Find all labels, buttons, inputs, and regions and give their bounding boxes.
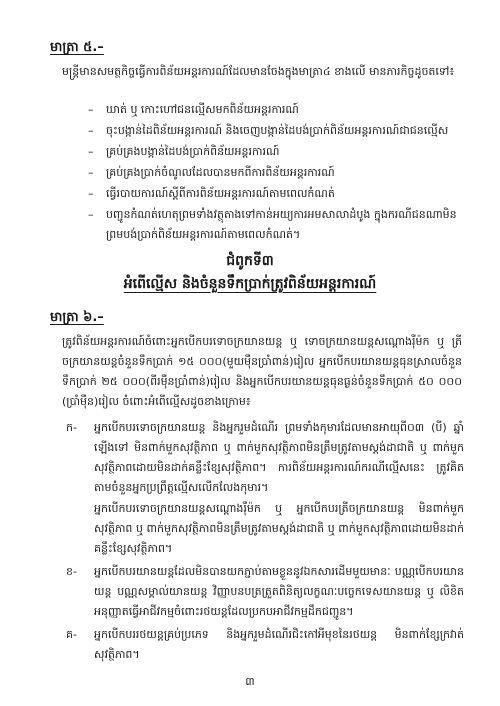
list-item: – គ្រប់គ្រងប្រាក់ចំណូលដែលបានមកពីការពិន័យអន្តរការណ៍ [84, 163, 464, 183]
page-number: ៣ [245, 675, 255, 688]
list-item: – ធ្វើរបាយការណ៍ស្តីពីការពិន័យអន្តរការណ៍តាមពេលកំណត់ [84, 184, 464, 204]
article-6-offence-list [62, 418, 464, 668]
item-letter: ក- [66, 421, 77, 434]
article-5-duties-list [84, 100, 464, 246]
offence-item-ka [62, 418, 464, 560]
list-item: – បញ្ជូនកំណត់ហេតុព្រមទាំងវត្ថុតាងទៅកាន់អយ្យការអមសាលាដំបូង ក្នុងករណីជនណាមិនព្រមបង់ប្រាក់ពិន័យអន្តរការណ៍តាមពេលកំណត់។ [84, 205, 464, 245]
chapter-number: ជំពូកទី៣ [226, 253, 274, 269]
article-6-intro: ត្រូវពិន័យអន្តរការណ៍ចំពោះអ្នកបើកបរទោចក្រយានយន្ត ឬ ទោចក្រយានយន្តសណ្តោងរ៉ឺម៉ក ឬ ត្រីចក្រយានយន្តចំនួនទឹកប្រាក់ ១៥ ០០០(មួយម៉ឺនប្រាំពាន់)រៀល អ្នកបើកបរយានយន្តធុនស្រាលចំនួនទឹកប្រាក់ ២៥ ០០០(ពីរម៉ឺនប្រាំពាន់)រៀល និងអ្នកបើកបរយានយន្តធុនធ្ងន់ចំនួនទឹកប្រាក់ ៥០ ០០០ (ប្រាំម៉ឺន)រៀល ចំពោះអំពើល្មើសដូចខាងក្រោម៖ [62, 335, 462, 408]
article-6-heading: មាត្រា ៦.– [50, 310, 104, 325]
article-5-intro: មន្ត្រីមានសមត្ថកិច្ចធ្វើការពិន័យអន្តរការណ៍ដែលមានចែងក្នុងមាត្រា៤ ខាងលើ មានភារកិច្ចដូចតទៅ៖ [62, 65, 455, 78]
item-paragraph: អ្នកបើកបររថយន្តគ្រប់ប្រភេទ និងអ្នករួមដំណើរជិះកៅអីមុខនៃរថយន្ត មិនពាក់ខ្សែក្រវាត់សុវត្ថិភាព។ [94, 628, 464, 661]
item-paragraph: អ្នកបើកបរយានយន្តដែលមិនបានយកភ្ជាប់តាមខ្លួននូវឯកសារដើមមួយមានៈ បណ្ណបើកបរយានយន្ត បណ្ណសម្គាល់យានយន្ត វិញ្ញាបនបត្រត្រួតពិនិត្យលក្ខណៈបច្ចេកទេសយានយន្ត ឬ លិខិតអនុញ្ញាតធ្វើអាជីវកម្មចំពោះរថយន្តដែលប្រកបអាជីវកម្មដឹកជញ្ជូន។ [94, 565, 464, 618]
item-letter: ខ- [66, 565, 77, 578]
item-letter: គ- [66, 628, 77, 641]
offence-item-ko [62, 625, 464, 666]
chapter-title: អំពើល្មើស និងចំនួនទឹកប្រាក់ត្រូវពិន័យអន្តរការណ៍ [123, 276, 377, 292]
offence-item-kha [62, 562, 464, 623]
item-paragraph: អ្នកបើកបរទោចក្រយានយន្ត និងអ្នករួមដំណើរ ព្រមទាំងកុមារដែលមានអាយុពី០៣ (បី) ឆ្នាំឡើងទៅ មិនពាក់មួកសុវត្ថិភាព ឬ ពាក់មួកសុវត្ថិភាពមិនត្រឹមត្រូវតាមស្តង់ដាជាតិ ឬ ពាក់មួកសុវត្ថិភាពដោយមិនដាក់គន្លឹះខ្សែសុវត្ថិភាព។ ការពិន័យអន្តរការណ៍ករណីល្មើសនេះ ត្រូវគិតតាមចំនួនអ្នកប្រព្រឹត្តល្មើសលើកលែងកុមារ។ [94, 421, 464, 494]
list-item: – គ្រប់គ្រងបង្កាន់ដៃបង់ប្រាក់ពិន័យអន្តរការណ៍ [84, 142, 464, 162]
article-5-heading: មាត្រា ៥.– [50, 40, 104, 55]
list-item: – ឃាត់ ឬ កោះហៅជនល្មើសមកពិន័យអន្តរការណ៍ [84, 100, 464, 120]
list-item: – ចុះបង្កាន់ដៃពិន័យអន្តរការណ៍ និងចេញបង្កាន់ដៃបង់ប្រាក់ពិន័យអន្តរការណ៍ជាជនល្មើស [84, 121, 464, 141]
item-paragraph: អ្នកបើកបរទោចក្រយានយន្តសណ្តោងរ៉ឺម៉ក ឬ អ្នកបើកបរត្រីចក្រយានយន្ត មិនពាក់មួកសុវត្ថិភាព ឬ ពាក់មួកសុវត្ថិភាពមិនត្រឹមត្រូវតាមស្តង់ដាជាតិ ឬ ពាក់មួកសុវត្ថិភាពដោយមិនដាក់គន្លឹះខ្សែសុវត្ថិភាព។ [94, 502, 464, 555]
